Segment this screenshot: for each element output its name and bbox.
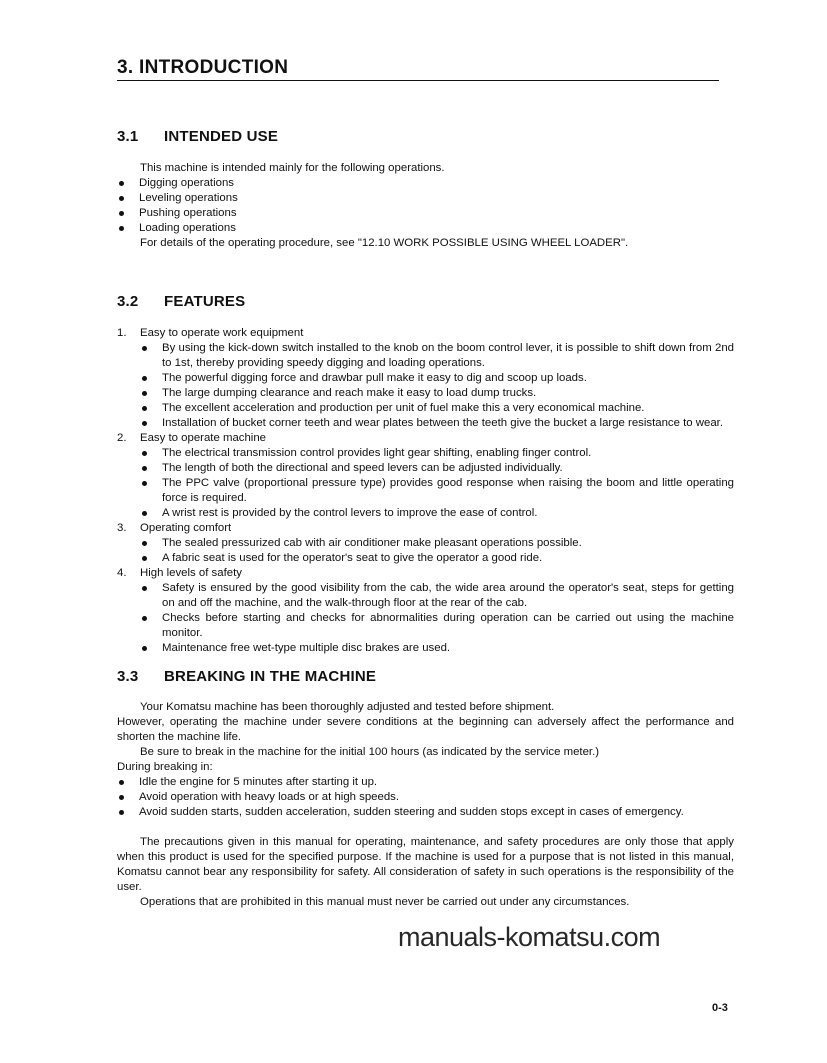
intended-use-body (117, 161, 734, 251)
section-number: 3.3 (117, 668, 139, 685)
paragraph: Your Komatsu machine has been thoroughly adjusted and tested before shipment. (140, 701, 555, 713)
list-item: Idle the engine for 5 minutes after starting it up. (117, 775, 734, 790)
list-item: A fabric seat is used for the operator's seat to give the operator a good ride. (140, 551, 734, 566)
list-item: The large dumping clearance and reach make it easy to load dump trucks. (140, 386, 734, 401)
list-item: Avoid operation with heavy loads or at high speeds. (117, 790, 734, 805)
paragraph: The precautions given in this manual for operating, maintenance, and safety procedures are only those that apply when this product is used for the specified purpose. If the machine is used for a purpose that is not listed in this manual, Komatsu cannot bear any responsibility for safety. All consideration of safety in such operations is the responsibility of the user. (117, 836, 734, 893)
feature-group (117, 431, 734, 521)
list-item: Loading operations (117, 221, 734, 236)
section-number: 3.1 (117, 128, 139, 145)
section-number: 3.2 (117, 293, 139, 310)
list-item: Checks before starting and checks for abnormalities during operation can be carried out using the machine monitor. (140, 611, 734, 641)
section-title: INTENDED USE (164, 128, 279, 145)
list-item: The excellent acceleration and production per unit of fuel make this a very economical machine. (140, 401, 734, 416)
paragraph: However, operating the machine under severe conditions at the beginning can adversely affect the performance and shorten the machine life. (117, 716, 734, 743)
paragraph: This machine is intended mainly for the following operations. (140, 162, 445, 174)
feature-group-label: Operating comfort (140, 522, 232, 534)
page-content (117, 56, 734, 952)
item-number: 1. (117, 327, 127, 339)
list-item: Installation of bucket corner teeth and wear plates between the teeth give the bucket a large resistance to wear. (140, 416, 734, 431)
feature-group-label: Easy to operate work equipment (140, 327, 304, 339)
list-item: The length of both the directional and speed levers can be adjusted individually. (140, 461, 734, 476)
list-item: The powerful digging force and drawbar pull make it easy to dig and scoop up loads. (140, 371, 734, 386)
section-heading-3-1 (117, 128, 734, 146)
section-title: BREAKING IN THE MACHINE (164, 668, 377, 685)
section-heading-3-3 (117, 668, 734, 686)
paragraph: Operations that are prohibited in this manual must never be carried out under any circumstances. (140, 896, 630, 908)
list-item: The sealed pressurized cab with air conditioner make pleasant operations possible. (140, 536, 734, 551)
watermark: manuals-komatsu.com (398, 922, 661, 952)
feature-group-label: High levels of safety (140, 567, 242, 579)
page-title: 3. INTRODUCTION (117, 56, 719, 81)
list-item: By using the kick-down switch installed to the knob on the boom control lever, it is possible to shift down from 2nd to 1st, thereby providing speedy digging and loading operations. (140, 341, 734, 371)
paragraph: Be sure to break in the machine for the initial 100 hours (as indicated by the service meter.) (140, 746, 600, 758)
item-number: 3. (117, 522, 127, 534)
paragraph: During breaking in: (117, 761, 213, 773)
feature-group (117, 326, 734, 431)
breaking-in-body (117, 700, 734, 910)
features-list (117, 326, 734, 656)
item-number: 2. (117, 432, 127, 444)
list-item: Leveling operations (117, 191, 734, 206)
page-number: 0-3 (712, 1002, 728, 1014)
list-item: Maintenance free wet-type multiple disc brakes are used. (140, 641, 734, 656)
feature-group (117, 521, 734, 566)
list-item: Digging operations (117, 176, 734, 191)
list-item: Pushing operations (117, 206, 734, 221)
feature-group-label: Easy to operate machine (140, 432, 267, 444)
feature-group (117, 566, 734, 656)
list-item: The PPC valve (proportional pressure type) provides good response when raising the boom and little operating force is required. (140, 476, 734, 506)
item-number: 4. (117, 567, 127, 579)
section-heading-3-2 (117, 293, 734, 311)
paragraph: For details of the operating procedure, see "12.10 WORK POSSIBLE USING WHEEL LOADER". (140, 237, 629, 249)
list-item: Avoid sudden starts, sudden acceleration, sudden steering and sudden stops except in cases of emergency. (117, 805, 734, 820)
list-item: The electrical transmission control provides light gear shifting, enabling finger control. (140, 446, 734, 461)
section-title: FEATURES (164, 293, 246, 310)
list-item: A wrist rest is provided by the control levers to improve the ease of control. (140, 506, 734, 521)
list-item: Safety is ensured by the good visibility from the cab, the wide area around the operator's seat, steps for getting on and off the machine, and the walk-through floor at the rear of the cab. (140, 581, 734, 611)
